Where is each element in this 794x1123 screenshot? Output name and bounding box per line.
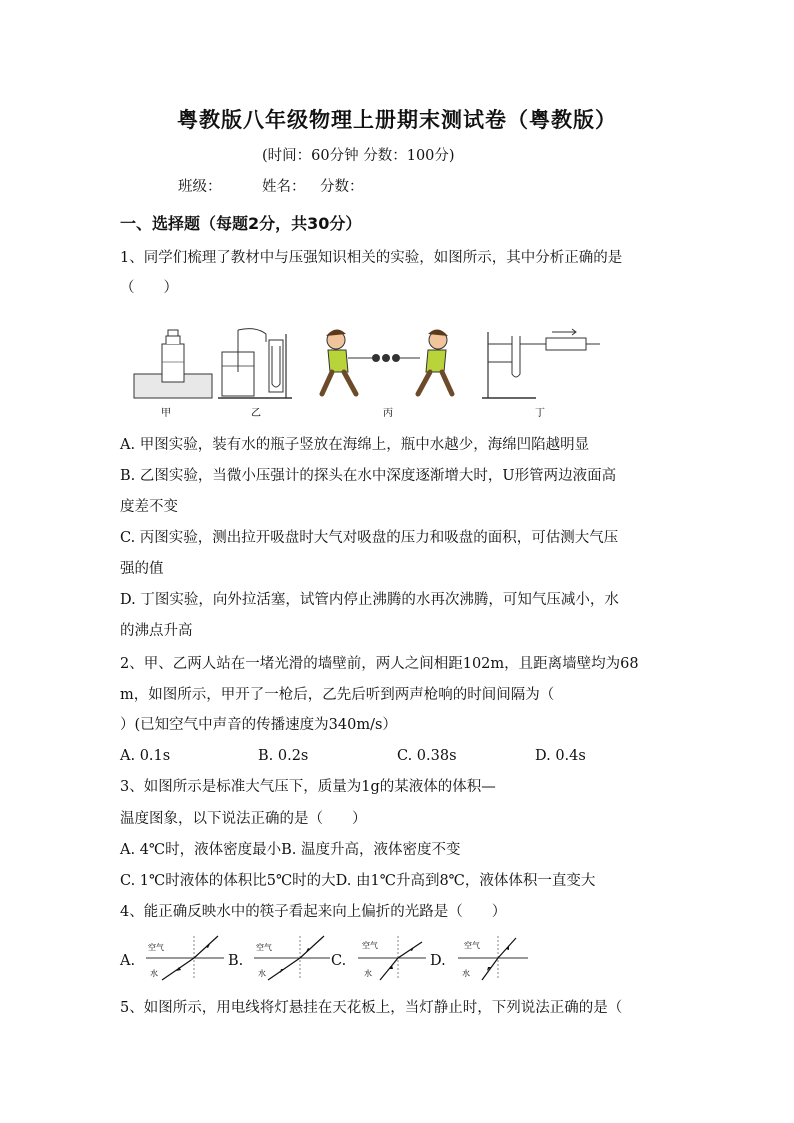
q2-option-a: A. 0.1s: [120, 748, 171, 764]
score-label: 分数：: [320, 179, 364, 195]
q2-option-c: C. 0.38s: [397, 748, 457, 764]
light-path-diagram-c: [354, 932, 430, 984]
svg-text:水: 水: [258, 969, 266, 978]
q3-stem: 3、如图所示是标准大气压下，质量为1g的某液体的体积—: [120, 779, 496, 795]
q2-stem: 2、甲、乙两人站在一堵光滑的墙壁前，两人之间相距102m，且距离墙壁均为68: [120, 656, 639, 672]
page-title: 粤教版八年级物理上册期末测试卷（粤教版）: [177, 108, 617, 132]
q1-stem: 1、同学们梳理了教材中与压强知识相关的实验，如图所示，其中分析正确的是: [120, 250, 623, 266]
q5-stem: 5、如图所示，用电线将灯悬挂在天花板上，当灯静止时，下列说法正确的是（: [120, 1000, 623, 1016]
syringe-test-tube-figure: [482, 329, 600, 398]
svg-text:空气: 空气: [148, 943, 164, 952]
tug-of-war-figure: [322, 329, 452, 394]
name-label: 姓名：: [262, 179, 306, 195]
q1-option-d: D. 丁图实验，向外拉活塞，试管内停止沸腾的水再次沸腾，可知气压减小，水: [120, 592, 619, 608]
q4-option-d-label: D.: [430, 953, 446, 969]
fig-label-ding: 丁: [535, 408, 545, 418]
q1-option-c: C. 丙图实验，测出拉开吸盘时大气对吸盘的压力和吸盘的面积，可估测大气压: [120, 530, 619, 546]
bottle-on-sponge-figure: [134, 330, 212, 398]
exam-time-score: (时间：60分钟 分数：100分): [262, 148, 455, 164]
svg-text:水: 水: [150, 969, 158, 978]
svg-text:水: 水: [462, 969, 470, 978]
light-path-diagram-d: [454, 932, 532, 984]
light-path-diagram-b: [250, 932, 334, 984]
fig-label-bing: 丙: [383, 408, 393, 418]
q1-option-c-cont: 强的值: [120, 561, 164, 577]
fig-label-yi: 乙: [251, 408, 261, 418]
section-heading: 一、选择题（每题2分，共30分）: [120, 214, 362, 233]
q2-stem-cont: m，如图所示，甲开了一枪后，乙先后听到两声枪响的时间间隔为（: [120, 687, 555, 703]
q3-options-ab: A. 4℃时，液体密度最小B. 温度升高，液体密度不变: [120, 842, 461, 858]
light-path-diagram-a: [142, 932, 228, 984]
q4-option-c-label: C.: [331, 953, 347, 969]
q1-option-d-cont: 的沸点升高: [120, 623, 193, 639]
class-label: 班级：: [178, 179, 222, 195]
q2-stem-cont-2: ）(已知空气中声音的传播速度为340m/s）: [120, 717, 397, 733]
q1-figure: [126, 322, 610, 418]
q3-stem-cont: 温度图象，以下说法正确的是（ ）: [120, 811, 367, 827]
q1-option-b: B. 乙图实验，当微小压强计的探头在水中深度逐渐增大时，U形管两边液面高: [120, 468, 617, 484]
q4-option-b-label: B.: [228, 953, 244, 969]
q4-stem: 4、能正确反映水中的筷子看起来向上偏折的光路是（ ）: [120, 904, 507, 920]
q2-option-d: D. 0.4s: [535, 748, 586, 764]
q1-option-a: A. 甲图实验，装有水的瓶子竖放在海绵上，瓶中水越少，海绵凹陷越明显: [120, 437, 590, 453]
q4-option-a-label: A.: [120, 953, 136, 969]
pressure-gauge-figure: [218, 329, 292, 398]
svg-text:空气: 空气: [256, 943, 272, 952]
q3-options-cd: C. 1℃时液体的体积比5℃时的大D. 由1℃升高到8℃，液体体积一直变大: [120, 873, 596, 889]
q2-option-b: B. 0.2s: [258, 748, 309, 764]
svg-text:水: 水: [364, 969, 372, 978]
q1-answer-bracket: （ ）: [120, 280, 178, 296]
q1-option-b-cont: 度差不变: [120, 499, 178, 515]
svg-text:空气: 空气: [464, 941, 480, 950]
svg-text:空气: 空气: [362, 941, 378, 950]
fig-label-jia: 甲: [161, 408, 171, 418]
